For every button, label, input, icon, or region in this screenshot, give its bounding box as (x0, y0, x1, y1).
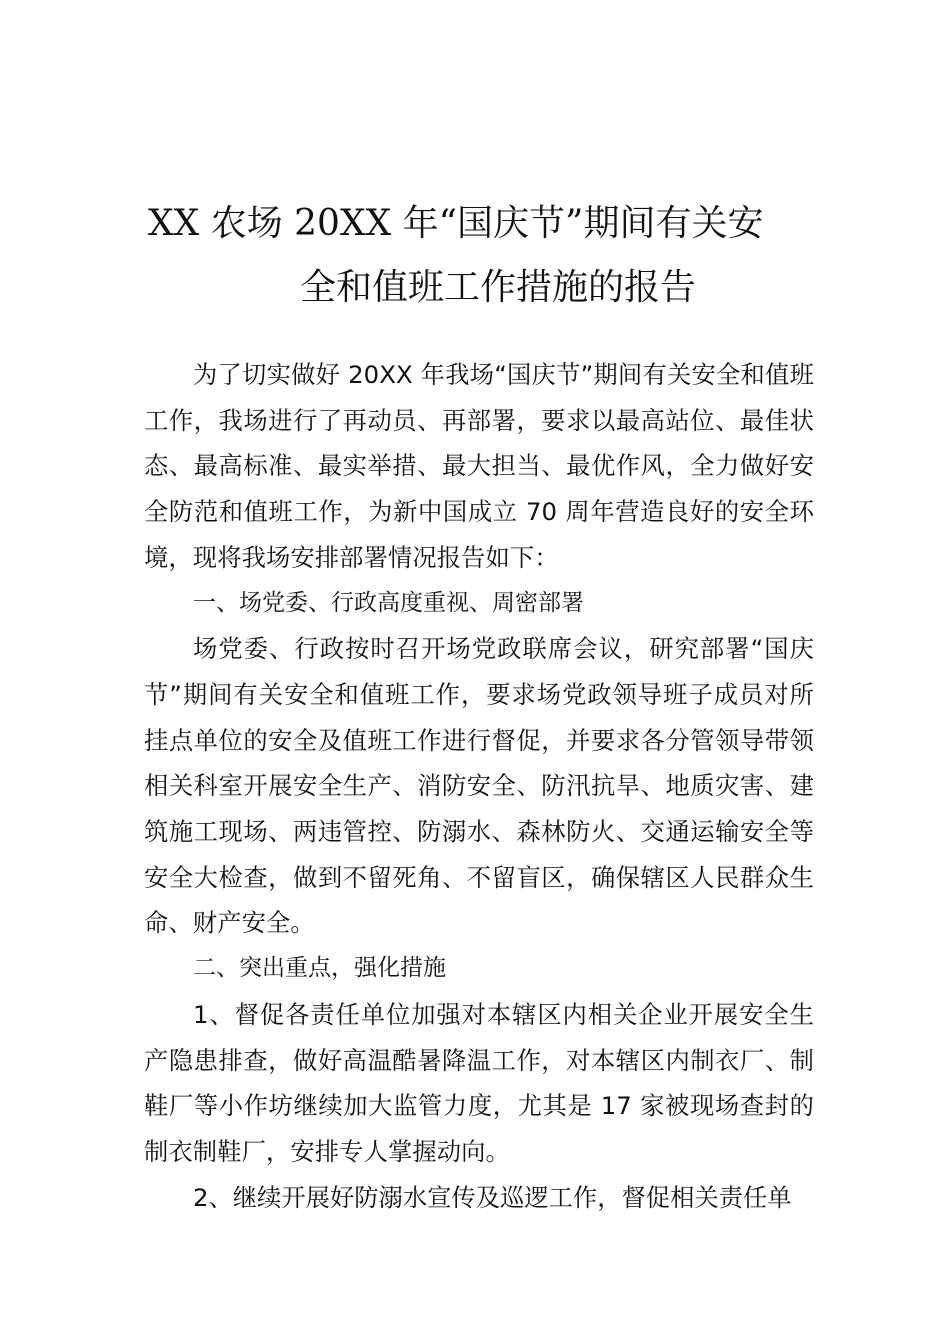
title-line-2: 全和值班工作措施的报告 (300, 267, 697, 308)
section-2-heading: 二、突出重点，强化措施 (193, 955, 446, 982)
section-1-paragraph: 场党委、行政按时召开场党政联席会议，研究部署“国庆节”期间有关安全和值班工作，要求场党政领导班子成员对所挂点单位的安全及值班工作进行督促，并要求各分管领导带领相关科室开展安全生产、消防安全、防汛抗旱、地质灾害、建筑施工现场、两违管控、防溺水、森林防火、交通运输安全等安全大检查，做到不留死角、不留盲区，确保辖区人民群众生命、财产安全。 (144, 634, 814, 938)
item-1-paragraph: 1、督促各责任单位加强对本辖区内相关企业开展安全生产隐患排查，做好高温酷暑降温工作，对本辖区内制衣厂、制鞋厂等小作坊继续加大监管力度，尤其是 17 家被现场查封的制衣制鞋厂，安排专人掌握动向。 (144, 999, 814, 1166)
item-2-paragraph: 2、继续开展好防溺水宣传及巡逻工作，督促相关责任单 (193, 1182, 792, 1212)
section-1-heading: 一、场党委、行政高度重视、周密部署 (193, 589, 584, 616)
intro-paragraph: 为了切实做好 20XX 年我场“国庆节”期间有关安全和值班工作，我场进行了再动员、再部署，要求以最高站位、最佳状态、最高标准、最实举措、最大担当、最优作风，全力做好安全防范和值班工作，为新中国成立 70 周年营造良好的安全环境，现将我场安排部署情况报告如下： (144, 360, 814, 572)
document-title (100, 192, 890, 320)
document-body (144, 352, 814, 1220)
title-line-1: XX 农场 20XX 年“国庆节”期间有关安 (148, 203, 764, 244)
